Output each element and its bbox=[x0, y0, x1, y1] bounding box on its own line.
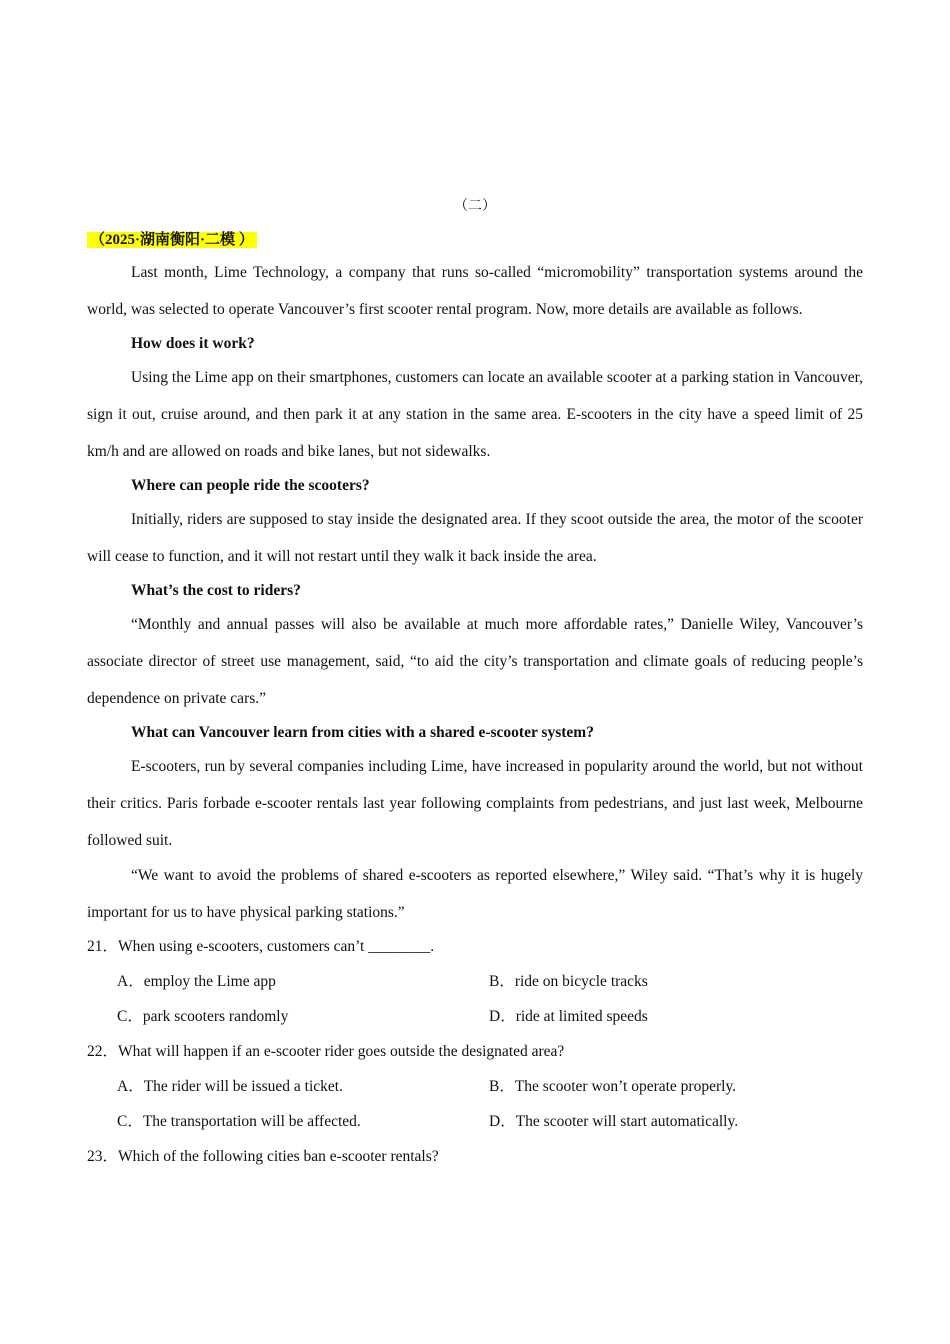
reading-passage bbox=[87, 254, 863, 931]
answer-option: D．The scooter will start automatically. bbox=[489, 1113, 739, 1130]
passage-heading: What can Vancouver learn from cities with a shared e-scooter system? bbox=[131, 724, 594, 741]
question-list bbox=[87, 929, 863, 1174]
passage-paragraph: Using the Lime app on their smartphones, customers can locate an available scooter at a parking station in Vancouver, sign it out, cruise around, and then park it at any station in the same area. E-scooters in the city have a speed limit of 25 km/h and are allowed on roads and bike lanes, but not sidewalks. bbox=[87, 369, 863, 460]
passage-paragraph: “We want to avoid the problems of shared e-scooters as reported elsewhere,” Wiley said. “That’s why it is hugely important for us to have physical parking stations.” bbox=[87, 867, 863, 921]
passage-heading: Where can people ride the scooters? bbox=[131, 477, 370, 494]
passage-paragraph: E-scooters, run by several companies including Lime, have increased in popularity around the world, but not without their critics. Paris forbade e-scooter rentals last year following complaints from pedestrians, and just last week, Melbourne followed suit. bbox=[87, 758, 863, 849]
passage-heading: How does it work? bbox=[131, 335, 255, 352]
question-stem: 22．What will happen if an e-scooter rider goes outside the designated area? bbox=[87, 1043, 565, 1060]
passage-paragraph: “Monthly and annual passes will also be available at much more affordable rates,” Danielle Wiley, Vancouver’s associate director of street use management, said, “to aid the city’s transportation and climate goals of reducing people’s dependence on private cars.” bbox=[87, 616, 863, 707]
question-stem: 21．When using e-scooters, customers can’t ________. bbox=[87, 938, 435, 955]
answer-options bbox=[87, 1069, 863, 1139]
source-line bbox=[87, 230, 863, 256]
answer-option: B．The scooter won’t operate properly. bbox=[489, 1078, 737, 1095]
answer-option: B．ride on bicycle tracks bbox=[489, 973, 648, 990]
question-stem: 23．Which of the following cities ban e-scooter rentals? bbox=[87, 1148, 439, 1165]
section-title: （二） bbox=[454, 199, 496, 214]
answer-option: C．park scooters randomly bbox=[117, 1008, 289, 1025]
passage-paragraph: Last month, Lime Technology, a company that runs so-called “micromobility” transportation systems around the world, was selected to operate Vancouver’s first scooter rental program. Now, more details are available as follows. bbox=[87, 264, 863, 318]
passage-paragraph: Initially, riders are supposed to stay inside the designated area. If they scoot outside the area, the motor of the scooter will cease to function, and it will not restart until they walk it back inside the area. bbox=[87, 511, 863, 565]
answer-option: A．The rider will be issued a ticket. bbox=[117, 1078, 343, 1095]
answer-option: D．ride at limited speeds bbox=[489, 1008, 648, 1025]
passage-heading: What’s the cost to riders? bbox=[131, 582, 301, 599]
answer-option: A．employ the Lime app bbox=[117, 973, 276, 990]
answer-option: C．The transportation will be affected. bbox=[117, 1113, 361, 1130]
answer-options bbox=[87, 964, 863, 1034]
page-content bbox=[87, 196, 863, 1174]
source-tag: （2025·湖南衡阳·二模 ） bbox=[87, 232, 257, 248]
